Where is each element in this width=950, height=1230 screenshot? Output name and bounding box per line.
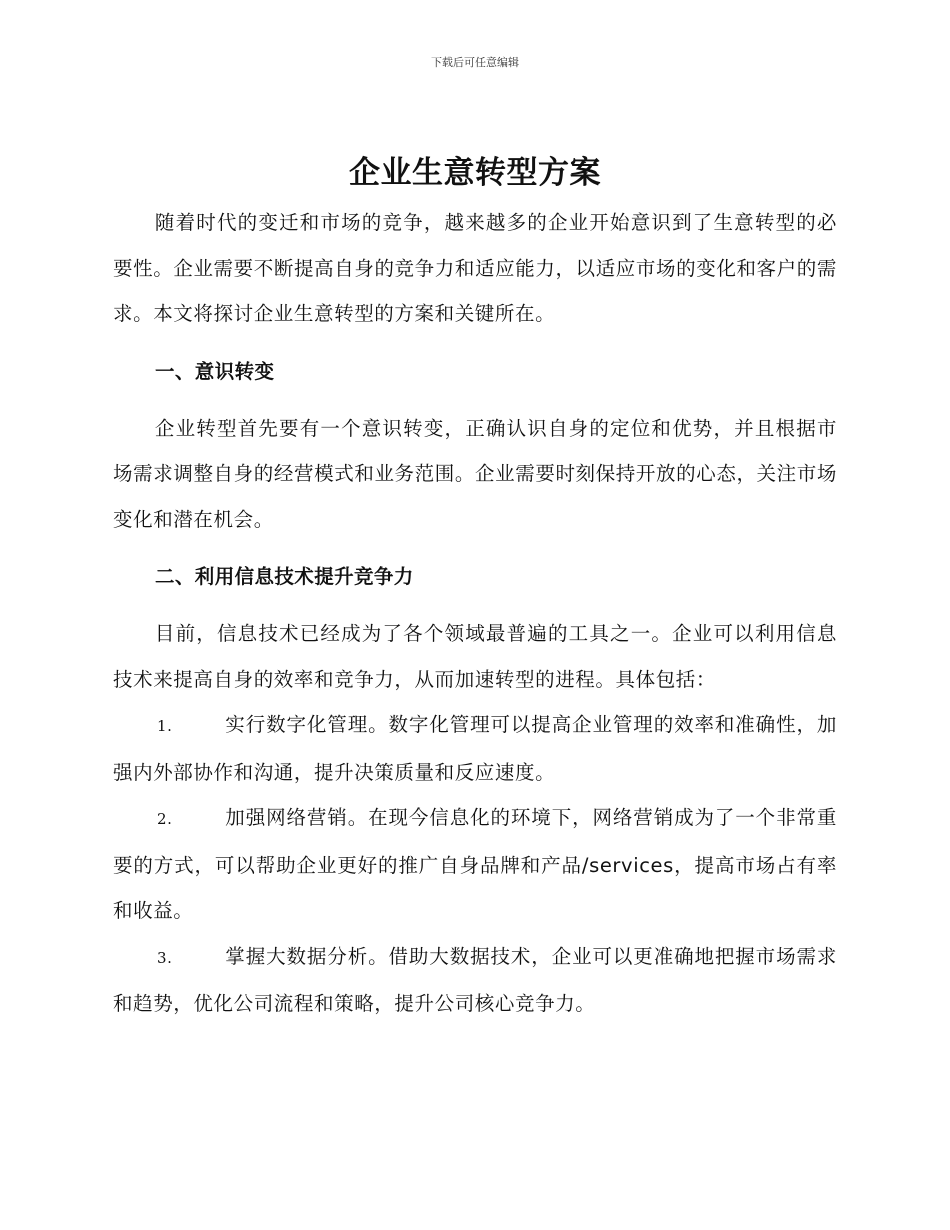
section-body-it: 目前，信息技术已经成为了各个领域最普遍的工具之一。企业可以利用信息技术来提高自身的效率和竞争力，从而加速转型的进程。具体包括： (113, 622, 837, 691)
section-heading-it: 二、利用信息技术提升竞争力 (155, 565, 414, 588)
list-text: 掌握大数据分析。借助大数据技术，企业可以更准确地把握市场需求和趋势，优化公司流程和策略，提升公司核心竞争力。 (113, 944, 837, 1015)
document-title: 企业生意转型方案 (349, 155, 601, 191)
section-body-awareness: 企业转型首先要有一个意识转变，正确认识自身的定位和优势，并且根据市场需求调整自身的经营模式和业务范围。企业需要时刻保持开放的心态，关注市场变化和潜在机会。 (113, 416, 837, 531)
list-text: 加强网络营销。在现今信息化的环境下，网络营销成为了一个非常重要的方式，可以帮助企业更好的推广自身品牌和产品/services，提高市场占有率和收益。 (113, 806, 837, 922)
list-item (113, 795, 837, 934)
intro-paragraph: 随着时代的变迁和市场的竞争，越来越多的企业开始意识到了生意转型的必要性。企业需要不断提高自身的竞争力和适应能力，以适应市场的变化和客户的需求。本文将探讨企业生意转型的方案和关键所在。 (113, 211, 837, 325)
list-item (113, 702, 837, 795)
list-text: 实行数字化管理。数字化管理可以提高企业管理的效率和准确性，加强内外部协作和沟通，提升决策质量和反应速度。 (113, 713, 837, 784)
document-body (113, 148, 837, 1027)
list-number: 3. (157, 948, 173, 967)
list-number: 1. (157, 717, 173, 735)
section-heading-awareness: 一、意识转变 (155, 359, 275, 383)
header-note: 下载后可任意编辑 (431, 56, 519, 69)
list-number: 2. (157, 810, 173, 828)
list-item (113, 934, 837, 1027)
